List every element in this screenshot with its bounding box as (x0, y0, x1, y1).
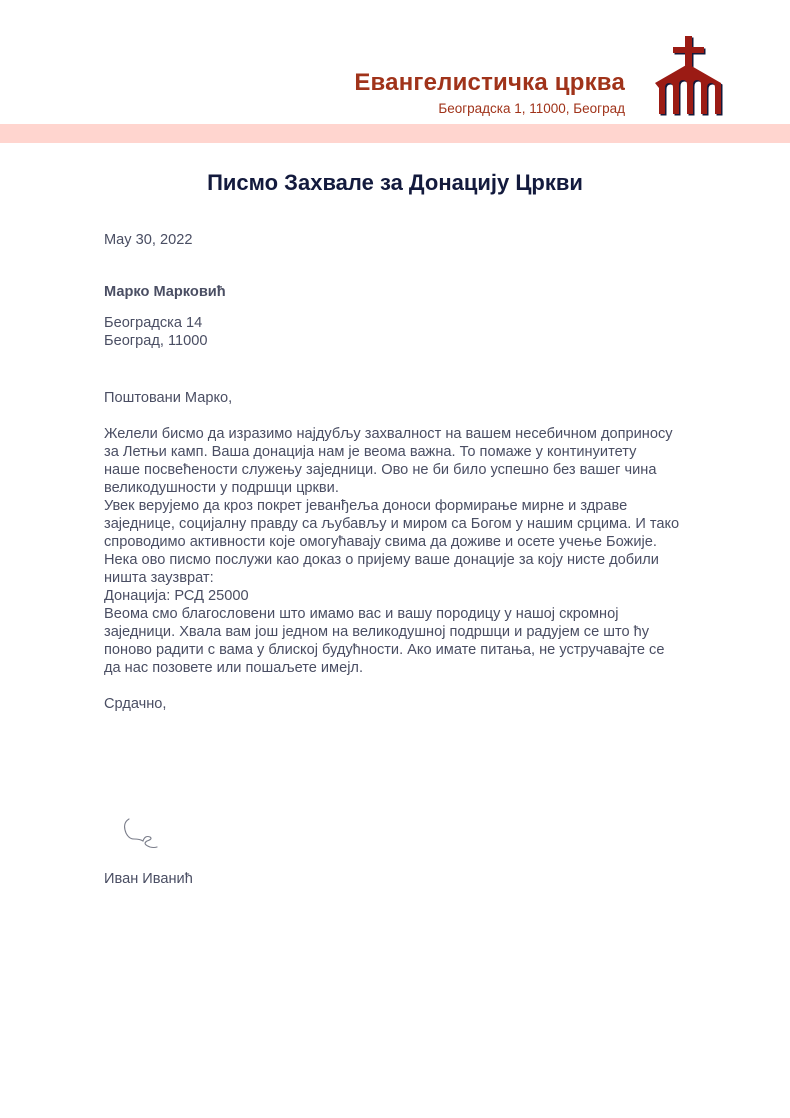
signer-name: Иван Иванић (104, 871, 193, 887)
recipient-address (104, 314, 208, 350)
letter-body (104, 425, 704, 677)
letter-date: May 30, 2022 (104, 232, 193, 248)
body-line: заједници. Хвала вам још једном на великодушној подршци и радујем се што ћу (104, 624, 650, 640)
donation-amount: Донација: РСД 25000 (104, 588, 249, 604)
letter-title: Писмо Захвале за Донацију Цркви (207, 170, 583, 195)
salutation: Поштовани Марко, (104, 390, 233, 406)
organization-name: Евангелистичка црква (354, 69, 625, 96)
body-line: заједнице, социјалну правду са љубављу и миром са Богом у нашим срцима. И тако (104, 516, 680, 532)
recipient-address-line1: Београдска 14 (104, 315, 203, 331)
body-line: ништа заузврат: (104, 570, 214, 586)
body-line: Увек верујемо да кроз покрет јеванђеља доноси формирање мирне и здраве (104, 498, 628, 514)
organization-address: Београдска 1, 11000, Београд (438, 101, 625, 116)
body-line: Желели бисмо да изразимо најдубљу захвалност на вашем несебичном доприносу (104, 426, 673, 442)
body-line: великодушности у подршци цркви. (104, 480, 339, 496)
body-line: Веома смо благословени што имамо вас и вашу породицу у нашој скромној (104, 606, 619, 622)
closing: Срдачно, (104, 696, 167, 712)
handwritten-signature-icon (120, 817, 165, 855)
body-line: за Летњи камп. Ваша донација нам је веома важна. То помаже у континуитету (104, 444, 637, 460)
body-line: спроводимо активности које омогућавају свима да доживе и осете учење Божије. (104, 534, 657, 550)
body-line: Нека ово писмо послужи као доказ о пријему ваше донације за коју нисте добили (104, 552, 659, 568)
body-line: да нас позовете или пошаљете имејл. (104, 660, 364, 676)
church-cross-icon (652, 34, 728, 116)
recipient-name: Марко Марковић (104, 284, 226, 300)
body-line: наше посвећености служењу заједници. Ово не би било успешно без вашег чина (104, 462, 657, 478)
header-band (0, 124, 790, 143)
recipient-address-line2: Београд, 11000 (104, 333, 208, 349)
body-line: поново радити с вама у блиској будућности. Ако имате питања, не устручавајте се (104, 642, 665, 658)
letterhead (0, 0, 790, 124)
